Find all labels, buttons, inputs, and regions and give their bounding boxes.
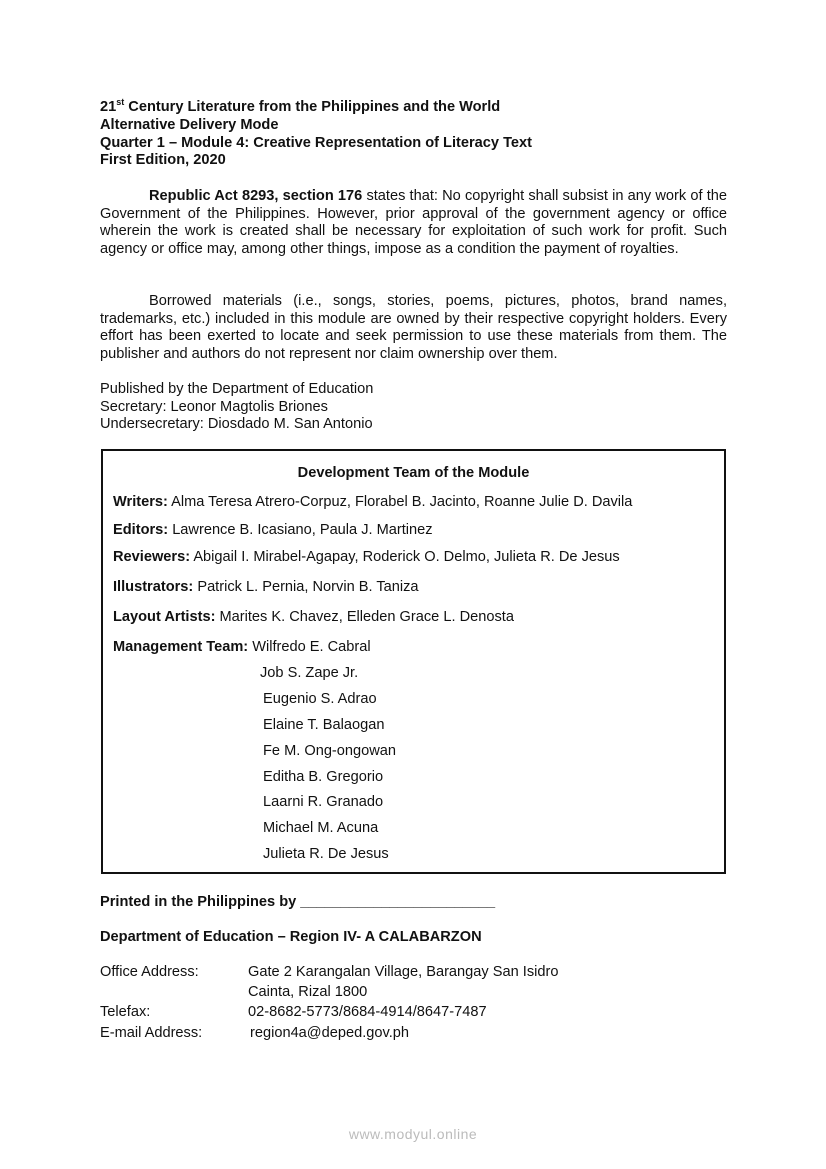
- region-heading: Department of Education – Region IV- A CALABARZON: [100, 929, 482, 945]
- watermark: www.modyul.online: [348, 1126, 478, 1142]
- management-member: Laarni R. Granado: [263, 794, 384, 810]
- office-address-label: Office Address:: [100, 964, 199, 980]
- team-title: Development Team of the Module: [297, 465, 530, 481]
- telefax-label: Telefax:: [100, 1004, 151, 1020]
- module-title: 21st Century Literature from the Philippines and the World: [100, 97, 501, 115]
- management-member: Job S. Zape Jr.: [260, 665, 359, 681]
- telefax-value: 02-8682-5773/8684-4914/8647-7487: [248, 1004, 487, 1020]
- editors: Editors: Lawrence B. Icasiano, Paula J. Martinez: [113, 522, 433, 538]
- printed-by: Printed in the Philippines by ________________________: [100, 894, 496, 910]
- secretary: Secretary: Leonor Magtolis Briones: [100, 399, 328, 415]
- office-address-line2: Cainta, Rizal 1800: [248, 984, 368, 1000]
- development-team-box: [101, 449, 726, 874]
- management-member: Julieta R. De Jesus: [263, 846, 389, 862]
- borrowed-materials-paragraph: Borrowed materials (i.e., songs, stories, poems, pictures, photos, brand names, trademarks, etc.) included in this module are owned by their respective copyright holders. Every effort has been exerted to locate and seek permission to use these materials from them. The publisher and authors do not represent nor claim ownership over them.: [100, 293, 727, 362]
- writers: Writers: Alma Teresa Atrero-Corpuz, Florabel B. Jacinto, Roanne Julie D. Davila: [113, 494, 633, 510]
- published-by: Published by the Department of Education: [100, 381, 374, 397]
- copyright-paragraph: Republic Act 8293, section 176 states that: No copyright shall subsist in any work of the Government of the Philippines. However, prior approval of the government agency or office wherein the work is created shall be necessary for exploitation of such work for profit. Such agency or office may, among other things, impose as a condition the payment of royalties.: [100, 188, 727, 257]
- management-member: Eugenio S. Adrao: [263, 691, 377, 707]
- management-member: Editha B. Gregorio: [263, 769, 384, 785]
- illustrators: Illustrators: Patrick L. Pernia, Norvin B. Taniza: [113, 579, 419, 595]
- email-label: E-mail Address:: [100, 1025, 203, 1041]
- reviewers: Reviewers: Abigail I. Mirabel-Agapay, Roderick O. Delmo, Julieta R. De Jesus: [113, 549, 620, 565]
- email-value: region4a@deped.gov.ph: [250, 1025, 409, 1041]
- management-member: Michael M. Acuna: [263, 820, 379, 836]
- management-member: Fe M. Ong-ongowan: [263, 743, 397, 759]
- layout-artists: Layout Artists: Marites K. Chavez, Elleden Grace L. Denosta: [113, 609, 514, 625]
- delivery-mode: Alternative Delivery Mode: [100, 117, 279, 133]
- office-address-line1: Gate 2 Karangalan Village, Barangay San Isidro: [248, 964, 559, 980]
- management-member: Elaine T. Balaogan: [263, 717, 385, 733]
- edition: First Edition, 2020: [100, 152, 226, 168]
- undersecretary: Undersecretary: Diosdado M. San Antonio: [100, 416, 373, 432]
- management-team: Management Team: Wilfredo E. Cabral: [113, 639, 371, 655]
- module-subtitle: Quarter 1 – Module 4: Creative Representation of Literacy Text: [100, 135, 532, 151]
